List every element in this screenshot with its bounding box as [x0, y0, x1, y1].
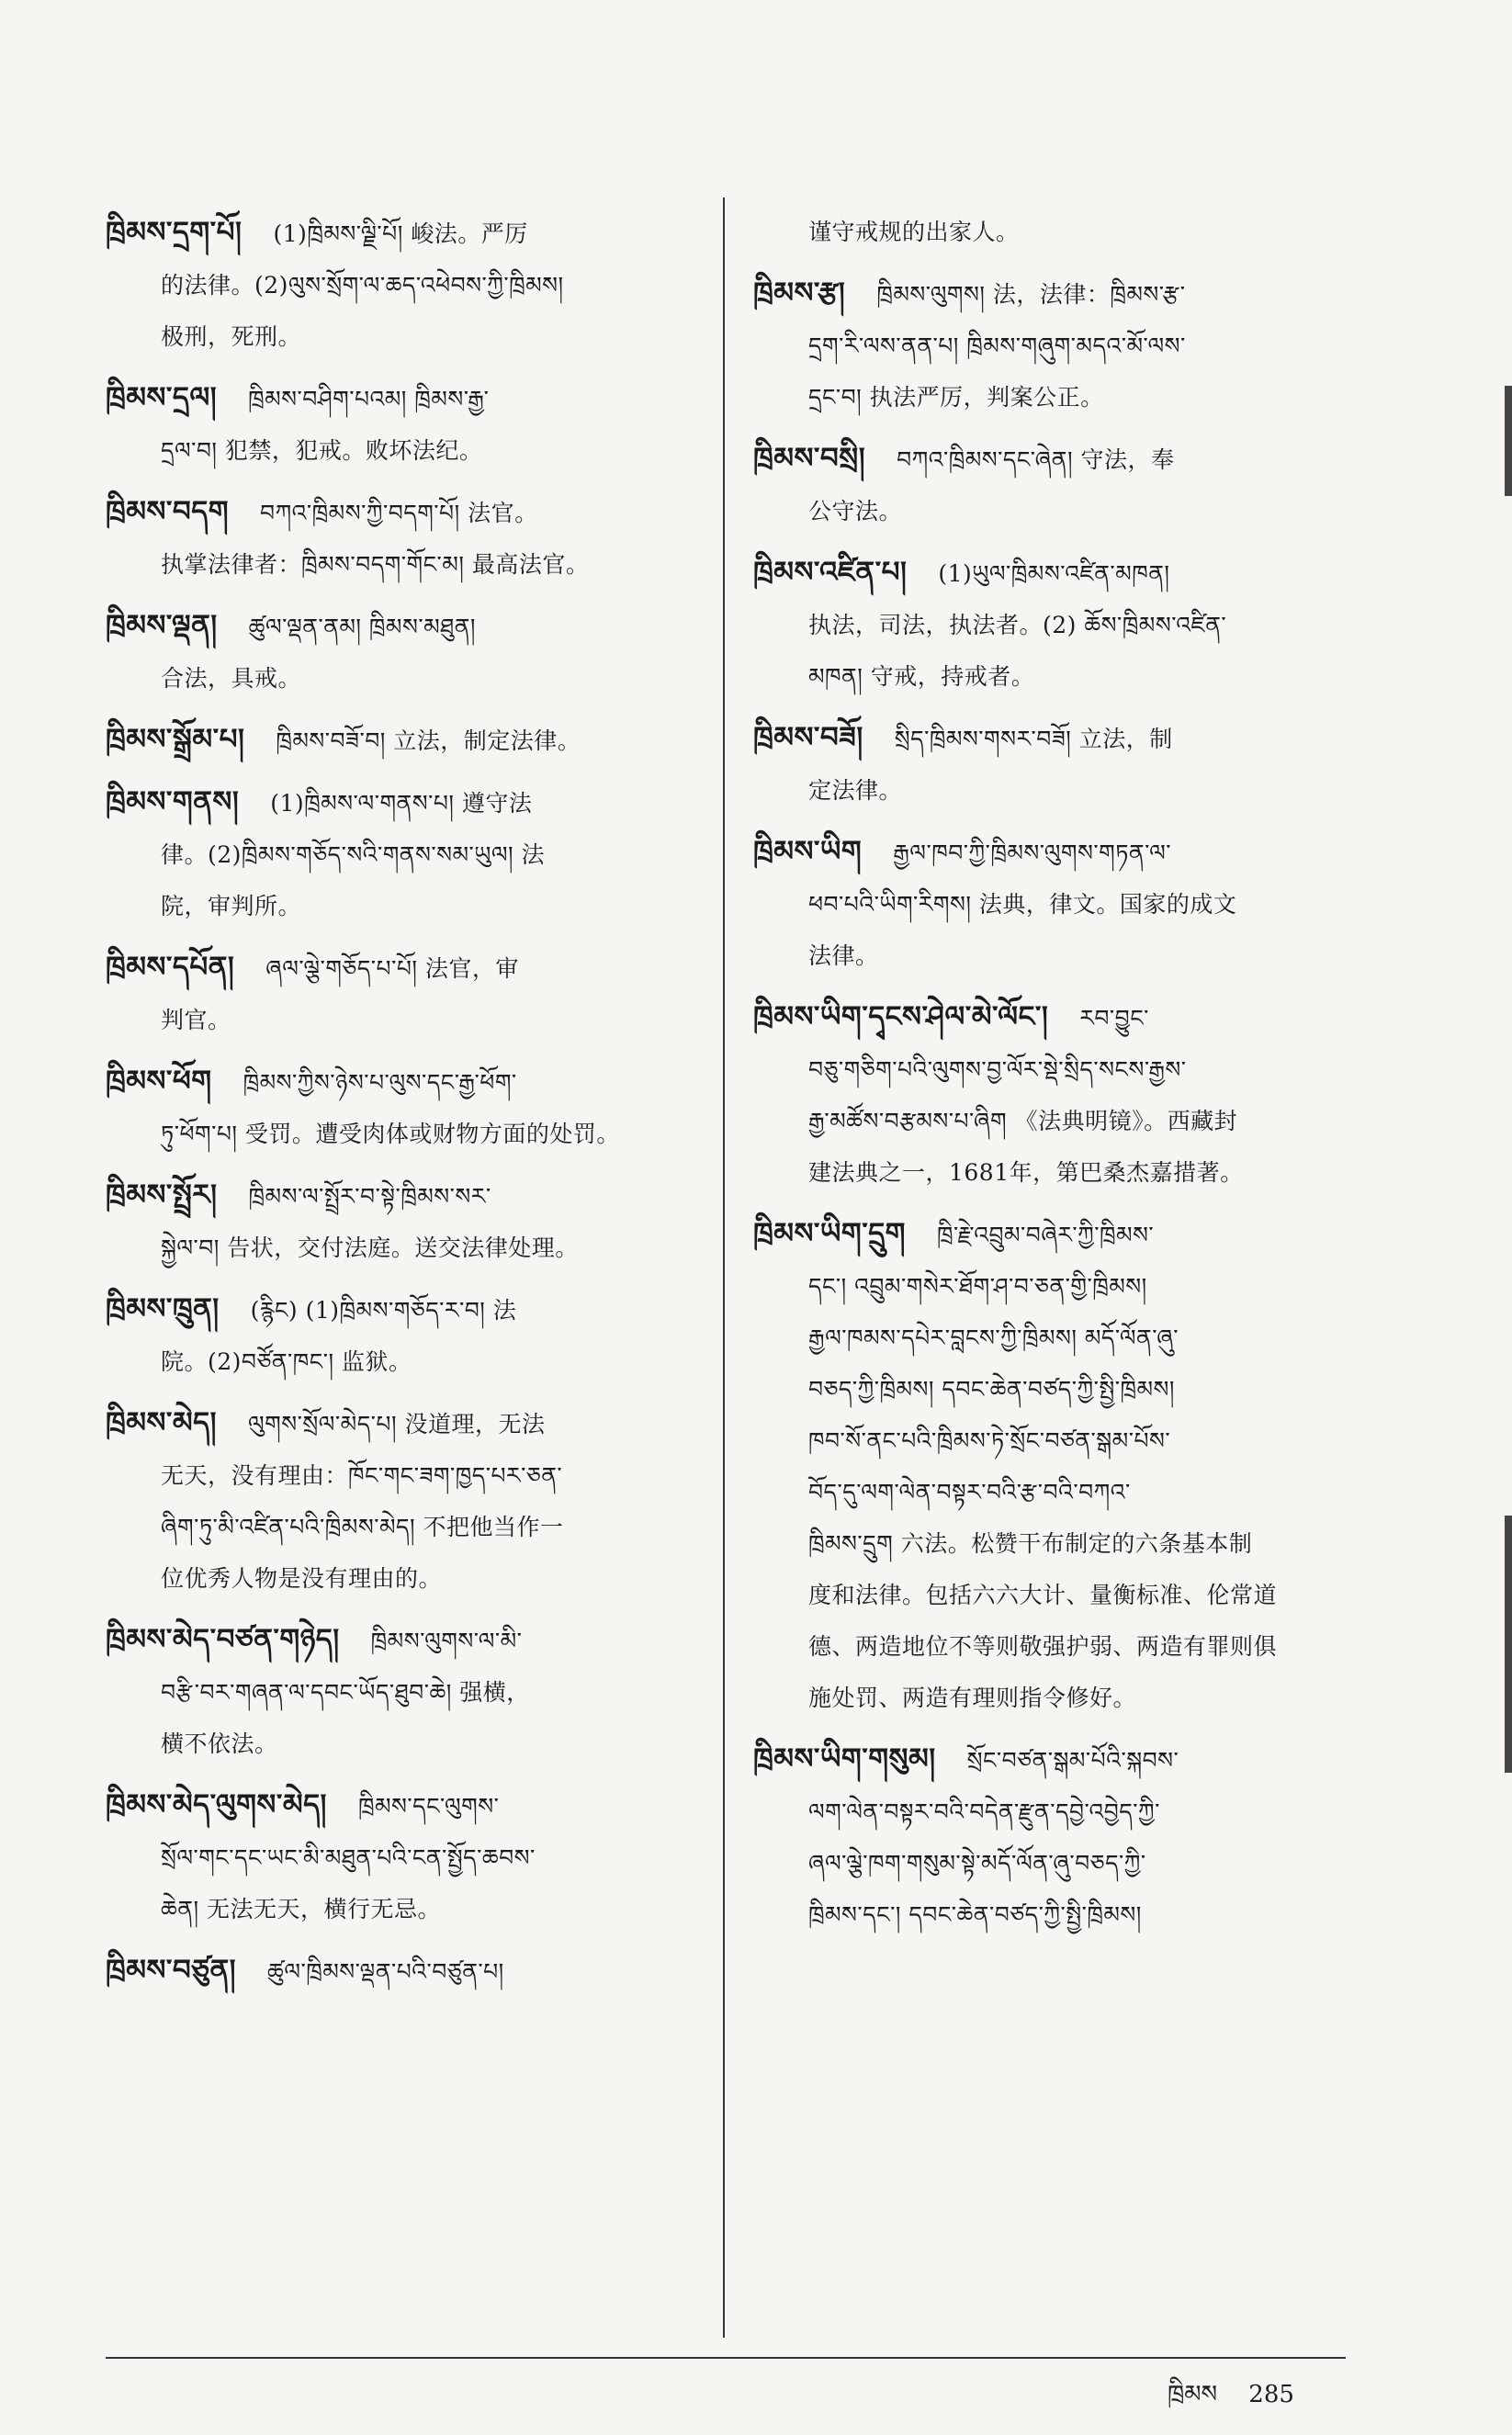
entry-line — [753, 765, 1350, 817]
entry-line — [753, 1147, 1350, 1199]
definition-text: 度和法律。包括六六大计、量衡标准、伦常道 — [808, 1582, 1278, 1608]
entry-line — [753, 1044, 1350, 1096]
entry-line — [106, 776, 694, 829]
entry-line — [753, 1096, 1350, 1147]
dictionary-entry — [106, 1055, 694, 1160]
running-head: ཁྲིམས — [1168, 2381, 1218, 2408]
headword: ཁྲིམས་མེད་ལུགས་མེད། — [106, 1788, 327, 1821]
left-column — [106, 207, 694, 2007]
column-divider — [723, 197, 725, 2338]
entry-line — [106, 1553, 694, 1605]
definition-text: ཁབ་སོ་ནང་པའི་ཁྲིམས་ཏེ་སྲོང་བཙན་སྒམ་པོས་ — [808, 1427, 1171, 1454]
dictionary-entry — [753, 207, 1350, 258]
definition-text: 执法，司法，执法者。(2) ཆོས་ཁྲིམས་འཛིན་ — [808, 612, 1227, 638]
definition-text: 德、两造地位不等则敬强护弱、两造有罪则俱 — [808, 1633, 1278, 1660]
definition-text: མཁན། 守戒，持戒者。 — [808, 663, 1035, 690]
definition-text: དང་། འབྲུམ་གསེར་ཐོག་ཤ་བ་ཅན་གྱི་ཁྲིམས། — [808, 1273, 1147, 1300]
entry-line — [106, 1109, 694, 1160]
headword: ཁྲིམས་ཡིག་དྲུག — [753, 1217, 906, 1250]
dictionary-entry — [106, 776, 694, 932]
entry-line — [106, 1719, 694, 1770]
definition-text: 极刑，死刑。 — [161, 323, 302, 350]
dictionary-entry — [106, 1169, 694, 1274]
entry-line — [753, 1838, 1350, 1889]
definition-text: བཀའ་ཁྲིམས་ཀྱི་བདག་པོ། 法官。 — [260, 500, 538, 526]
definition-text: སྲོང་བཙན་སྒམ་པོའི་སྐབས་ — [966, 1747, 1179, 1774]
headword: ཁྲིམས་དྲལ། — [106, 381, 218, 414]
definition-text: ལུགས་སྲོལ་མེད་པ། 没道理，无法 — [248, 1411, 546, 1437]
definition-text: 院，审判所。 — [161, 893, 302, 919]
entry-line — [753, 1733, 1350, 1787]
definition-text: ཞལ་ལྕེ་ཁག་གསུམ་སྟེ་མདོ་ལོན་ཞུ་བཅད་ཀྱི་ — [808, 1850, 1146, 1877]
headword: ཁྲིམས་བསྲི། — [753, 442, 866, 475]
headword: ཁྲིམས་ལྡན། — [106, 609, 218, 642]
headword: ཁྲིམས་བཟོ། — [753, 721, 863, 754]
dictionary-entry — [106, 207, 694, 363]
entry-line — [753, 1467, 1350, 1518]
entry-line — [753, 879, 1350, 930]
headword: ཁྲིམས་འཛིན་པ། — [753, 556, 908, 589]
definition-text: ཁྲིམས་དང་། དབང་ཆེན་བཙད་ཀྱི་སྤྱི་ཁྲིམས། — [808, 1901, 1142, 1928]
entry-line — [753, 1787, 1350, 1838]
definition-text: སྲིད་ཁྲིམས་གསར་བཟོ། 立法，制 — [894, 726, 1173, 752]
entry-line — [753, 1313, 1350, 1364]
definition-text: 判官。 — [161, 1007, 231, 1033]
entry-line — [106, 714, 694, 767]
dictionary-entry — [106, 1397, 694, 1605]
definition-text: དྲལ་བ། 犯禁，犯戒。败坏法纪。 — [161, 437, 483, 464]
dictionary-entry — [753, 1733, 1350, 1941]
definition-text: ཁྲིམས་ལུགས། 法，法律：ཁྲིམས་རྩ་ — [876, 281, 1186, 308]
definition-text: ཚུལ་ཁྲིམས་ལྡན་པའི་བཙུན་པ། — [267, 1958, 504, 1985]
entry-line — [106, 1945, 694, 1998]
dictionary-entry — [753, 267, 1350, 423]
headword: ཁྲིམས་རྩ། — [753, 276, 846, 310]
entry-line — [106, 1502, 694, 1553]
entry-line — [753, 433, 1350, 486]
definition-text: 施处罚、两造有理则指令修好。 — [808, 1685, 1137, 1711]
entry-line — [753, 1364, 1350, 1415]
headword: ཁྲིམས་མེད་བཙན་གཉེད། — [106, 1623, 340, 1656]
definition-text: ཞལ་ལྕེ་གཅོད་པ་པོ། 法官，审 — [265, 955, 519, 982]
definition-text: 无天，没有理由：ཁོང་གང་ཟག་ཁྱད་པར་ཅན་ — [161, 1462, 563, 1489]
entry-line — [106, 829, 694, 881]
definition-text: ཁྲིམས་ལ་སྤྲོར་བ་སྟེ་ཁྲིམས་སར་ — [248, 1183, 491, 1210]
headword: ཁྲིམས་ཕོག — [106, 1065, 212, 1098]
definition-text: 执掌法律者：ཁྲིམས་བདག་གོང་མ། 最高法官。 — [161, 551, 590, 578]
dictionary-entry — [753, 1208, 1350, 1724]
entry-line — [106, 600, 694, 653]
dictionary-entry — [106, 941, 694, 1046]
dictionary-entry — [106, 1614, 694, 1770]
entry-line — [106, 1055, 694, 1109]
definition-text: (1)ཡུལ་ཁྲིམས་འཛིན་མཁན། — [938, 560, 1170, 587]
headword: ཁྲིམས་དཔོན། — [106, 951, 235, 984]
definition-text: 定法律。 — [808, 777, 903, 804]
entry-line — [753, 372, 1350, 423]
dictionary-entry — [106, 1283, 694, 1388]
footer-rule — [106, 2357, 1346, 2359]
entry-line — [753, 207, 1350, 258]
dictionary-entry — [106, 1945, 694, 1998]
definition-text: རྒྱལ་ཁམས་དཔེར་བླངས་ཀྱི་ཁྲིམས། མདོ་ལོན་ཞུ་ — [808, 1325, 1179, 1351]
definition-text: ཁྲིམས་བཤིག་པའམ། ཁྲིམས་རྒྱ་ — [248, 386, 490, 412]
definition-text: ཁྲིམས་དྲུག 六法。松赞干布制定的六条基本制 — [808, 1530, 1253, 1557]
entry-line — [753, 321, 1350, 372]
definition-text: ལག་ལེན་བསྟར་བའི་བདེན་རྫུན་དབྱེ་འབྱེད་ཀྱི་ — [808, 1798, 1160, 1825]
headword: ཁྲིམས་ཡིག་གསུམ། — [753, 1742, 936, 1776]
entry-line — [753, 1518, 1350, 1570]
entry-line — [106, 539, 694, 591]
definition-text: 谨守戒规的出家人。 — [808, 219, 1020, 245]
definition-text: (རྙིང) (1)ཁྲིམས་གཅོད་ར་བ། 法 — [250, 1297, 517, 1324]
entry-line — [106, 1779, 694, 1832]
headword: ཁྲིམས་སྒྲོམ་པ། — [106, 723, 245, 756]
entry-line — [106, 941, 694, 995]
entry-line — [106, 881, 694, 932]
entry-line — [106, 372, 694, 425]
definition-text: ཕབ་པའི་ཡིག་རིགས། 法典，律文。国家的成文 — [808, 891, 1237, 918]
definition-text: 公守法。 — [808, 498, 903, 524]
definition-text: བཅད་ཀྱི་ཁྲིམས། དབང་ཆེན་བཙད་ཀྱི་སྤྱི་ཁྲིམས། — [808, 1376, 1175, 1403]
headword: ཁྲིམས་མེད། — [106, 1406, 217, 1439]
dictionary-entry — [106, 714, 694, 767]
page-number: 285 — [1248, 2381, 1294, 2408]
definition-text: བཀའ་ཁྲིམས་དང་ཞེན། 守法，奉 — [897, 446, 1175, 473]
headword: ཁྲིམས་གནས། — [106, 785, 240, 818]
dictionary-entry — [753, 991, 1350, 1199]
entry-line — [753, 600, 1350, 651]
definition-text: 合法，具戒。 — [161, 665, 302, 692]
entry-line — [106, 1283, 694, 1336]
definition-text: ཆེན། 无法无天，横行无忌。 — [161, 1896, 441, 1922]
definition-text: ཁྲིམས་དང་ལུགས་ — [357, 1793, 500, 1820]
dictionary-entry — [106, 600, 694, 705]
dictionary-entry — [753, 547, 1350, 703]
headword: ཁྲིམས་དྲག་པོ། — [106, 216, 243, 249]
definition-text: ཞིག་ཏུ་མི་འཛིན་པའི་ཁྲིམས་མེད། 不把他当作一 — [161, 1514, 564, 1540]
definition-text: 的法律。(2)ལུས་སྲོག་ལ་ཆད་འཕེབས་ཀྱི་ཁྲིམས། — [161, 272, 564, 299]
definition-text: 建法典之一，1681年，第巴桑杰嘉措著。 — [808, 1159, 1244, 1186]
entry-line — [106, 260, 694, 311]
dictionary-entry — [106, 486, 694, 591]
entry-line — [753, 826, 1350, 879]
entry-line — [106, 486, 694, 539]
entry-line — [106, 1336, 694, 1388]
definition-text: བཅུ་གཅིག་པའི་ལུགས་བྱ་ལོར་སྡེ་སྲིད་སངས་རྒྱས་ — [808, 1056, 1187, 1083]
dictionary-entry — [753, 433, 1350, 537]
entry-line — [753, 1570, 1350, 1621]
headword: ཁྲིམས་བཙུན། — [106, 1954, 237, 1987]
dictionary-entry — [106, 1779, 694, 1935]
entry-line — [753, 1673, 1350, 1724]
edge-mark — [1505, 386, 1512, 496]
headword: ཁྲིམས་བདག — [106, 495, 230, 528]
definition-text: བརྩི་བར་གཞན་ལ་དབང་ཡོད་ཐུབ་ཆེ། 强横， — [161, 1679, 530, 1706]
right-column — [753, 207, 1350, 1950]
definition-text: སྲོལ་གང་དང་ཡང་མི་མཐུན་པའི་ངན་སྤྱོད་ཆབས་ — [161, 1844, 536, 1871]
definition-text: དྲག་རི་ལས་ནན་པ། ཁྲིམས་གཞུག་མདའ་མོ་ལས་ — [808, 333, 1186, 359]
definition-text: 横不依法。 — [161, 1730, 278, 1757]
entry-line — [753, 267, 1350, 321]
entry-line — [753, 651, 1350, 703]
headword: ཁྲིམས་སྤྲོར། — [106, 1178, 218, 1212]
entry-line — [753, 1621, 1350, 1673]
definition-text: རྒྱ་མཚོས་བརྩམས་པ་ཞིག 《法典明镜》。西藏封 — [808, 1108, 1238, 1134]
headword: ཁྲིམས་ཁྲུན། — [106, 1292, 220, 1325]
entry-line — [753, 1261, 1350, 1313]
entry-line — [753, 486, 1350, 537]
entry-line — [106, 995, 694, 1046]
entry-line — [106, 1169, 694, 1223]
dictionary-entry — [753, 712, 1350, 817]
dictionary-entry — [753, 826, 1350, 982]
definition-text: 法律。 — [808, 942, 879, 969]
dictionary-entry — [106, 372, 694, 477]
entry-line — [106, 425, 694, 477]
definition-text: རྒྱལ་ཁབ་ཀྱི་ཁྲིམས་ལུགས་གཏན་ལ་ — [893, 840, 1172, 866]
definition-text: བོད་དུ་ལག་ལེན་བསྟར་བའི་རྩ་བའི་བཀའ་ — [808, 1479, 1131, 1505]
entry-line — [753, 991, 1350, 1044]
entry-line — [106, 1450, 694, 1502]
definition-text: ཚུལ་ལྡན་ནམ། ཁྲིམས་མཐུན། — [248, 614, 476, 640]
entry-line — [106, 311, 694, 363]
definition-text: ཁྲིམས་ཀྱིས་ཉེས་པ་ལུས་དང་རྒྱ་ཕོག་ — [243, 1069, 517, 1096]
entry-line — [753, 547, 1350, 600]
entry-line — [753, 1415, 1350, 1467]
definition-text: ཏུ་ཕོག་པ། 受罚。遭受肉体或财物方面的处罚。 — [161, 1121, 620, 1147]
headword: ཁྲིམས་ཡིག — [753, 835, 863, 868]
entry-line — [106, 1667, 694, 1719]
definition-text: (1)ཁྲིམས་ལྗི་པོ། 峻法。严厉 — [273, 220, 528, 247]
definition-text: (1)ཁྲིམས་ལ་གནས་པ། 遵守法 — [270, 790, 533, 817]
definition-text: ཁྲི་རྗེ་འབྲུམ་བཞེར་ཀྱི་ཁྲིམས་ — [936, 1222, 1155, 1248]
entry-line — [753, 1208, 1350, 1261]
definition-text: དྲང་བ། 执法严厉，判案公正。 — [808, 384, 1104, 411]
entry-line — [106, 653, 694, 705]
edge-mark — [1505, 1516, 1512, 1773]
entry-line — [106, 1614, 694, 1667]
entry-line — [106, 207, 694, 260]
page-footer — [1144, 2368, 1294, 2435]
entry-line — [753, 1889, 1350, 1941]
definition-text: 律。(2)ཁྲིམས་གཅོད་སའི་གནས་སམ་ཡུལ། 法 — [161, 841, 546, 868]
definition-text: སྐྱེལ་བ། 告状，交付法庭。送交法律处理。 — [161, 1234, 579, 1261]
headword: ཁྲིམས་ཡིག་དྭངས་ཤེལ་མེ་ལོང་། — [753, 1000, 1049, 1033]
definition-text: 院。(2)བཙོན་ཁང་། 监狱。 — [161, 1348, 412, 1375]
entry-line — [106, 1223, 694, 1274]
definition-text: ཁྲིམས་བཟོ་བ། 立法，制定法律。 — [276, 727, 581, 754]
entry-line — [753, 930, 1350, 982]
entry-line — [106, 1832, 694, 1884]
entry-line — [106, 1884, 694, 1935]
definition-text: རབ་བྱུང་ — [1079, 1005, 1149, 1031]
definition-text: ཁྲིམས་ལུགས་ལ་མི་ — [370, 1628, 523, 1654]
entry-line — [106, 1397, 694, 1450]
entry-line — [753, 712, 1350, 765]
definition-text: 位优秀人物是没有理由的。 — [161, 1565, 443, 1592]
